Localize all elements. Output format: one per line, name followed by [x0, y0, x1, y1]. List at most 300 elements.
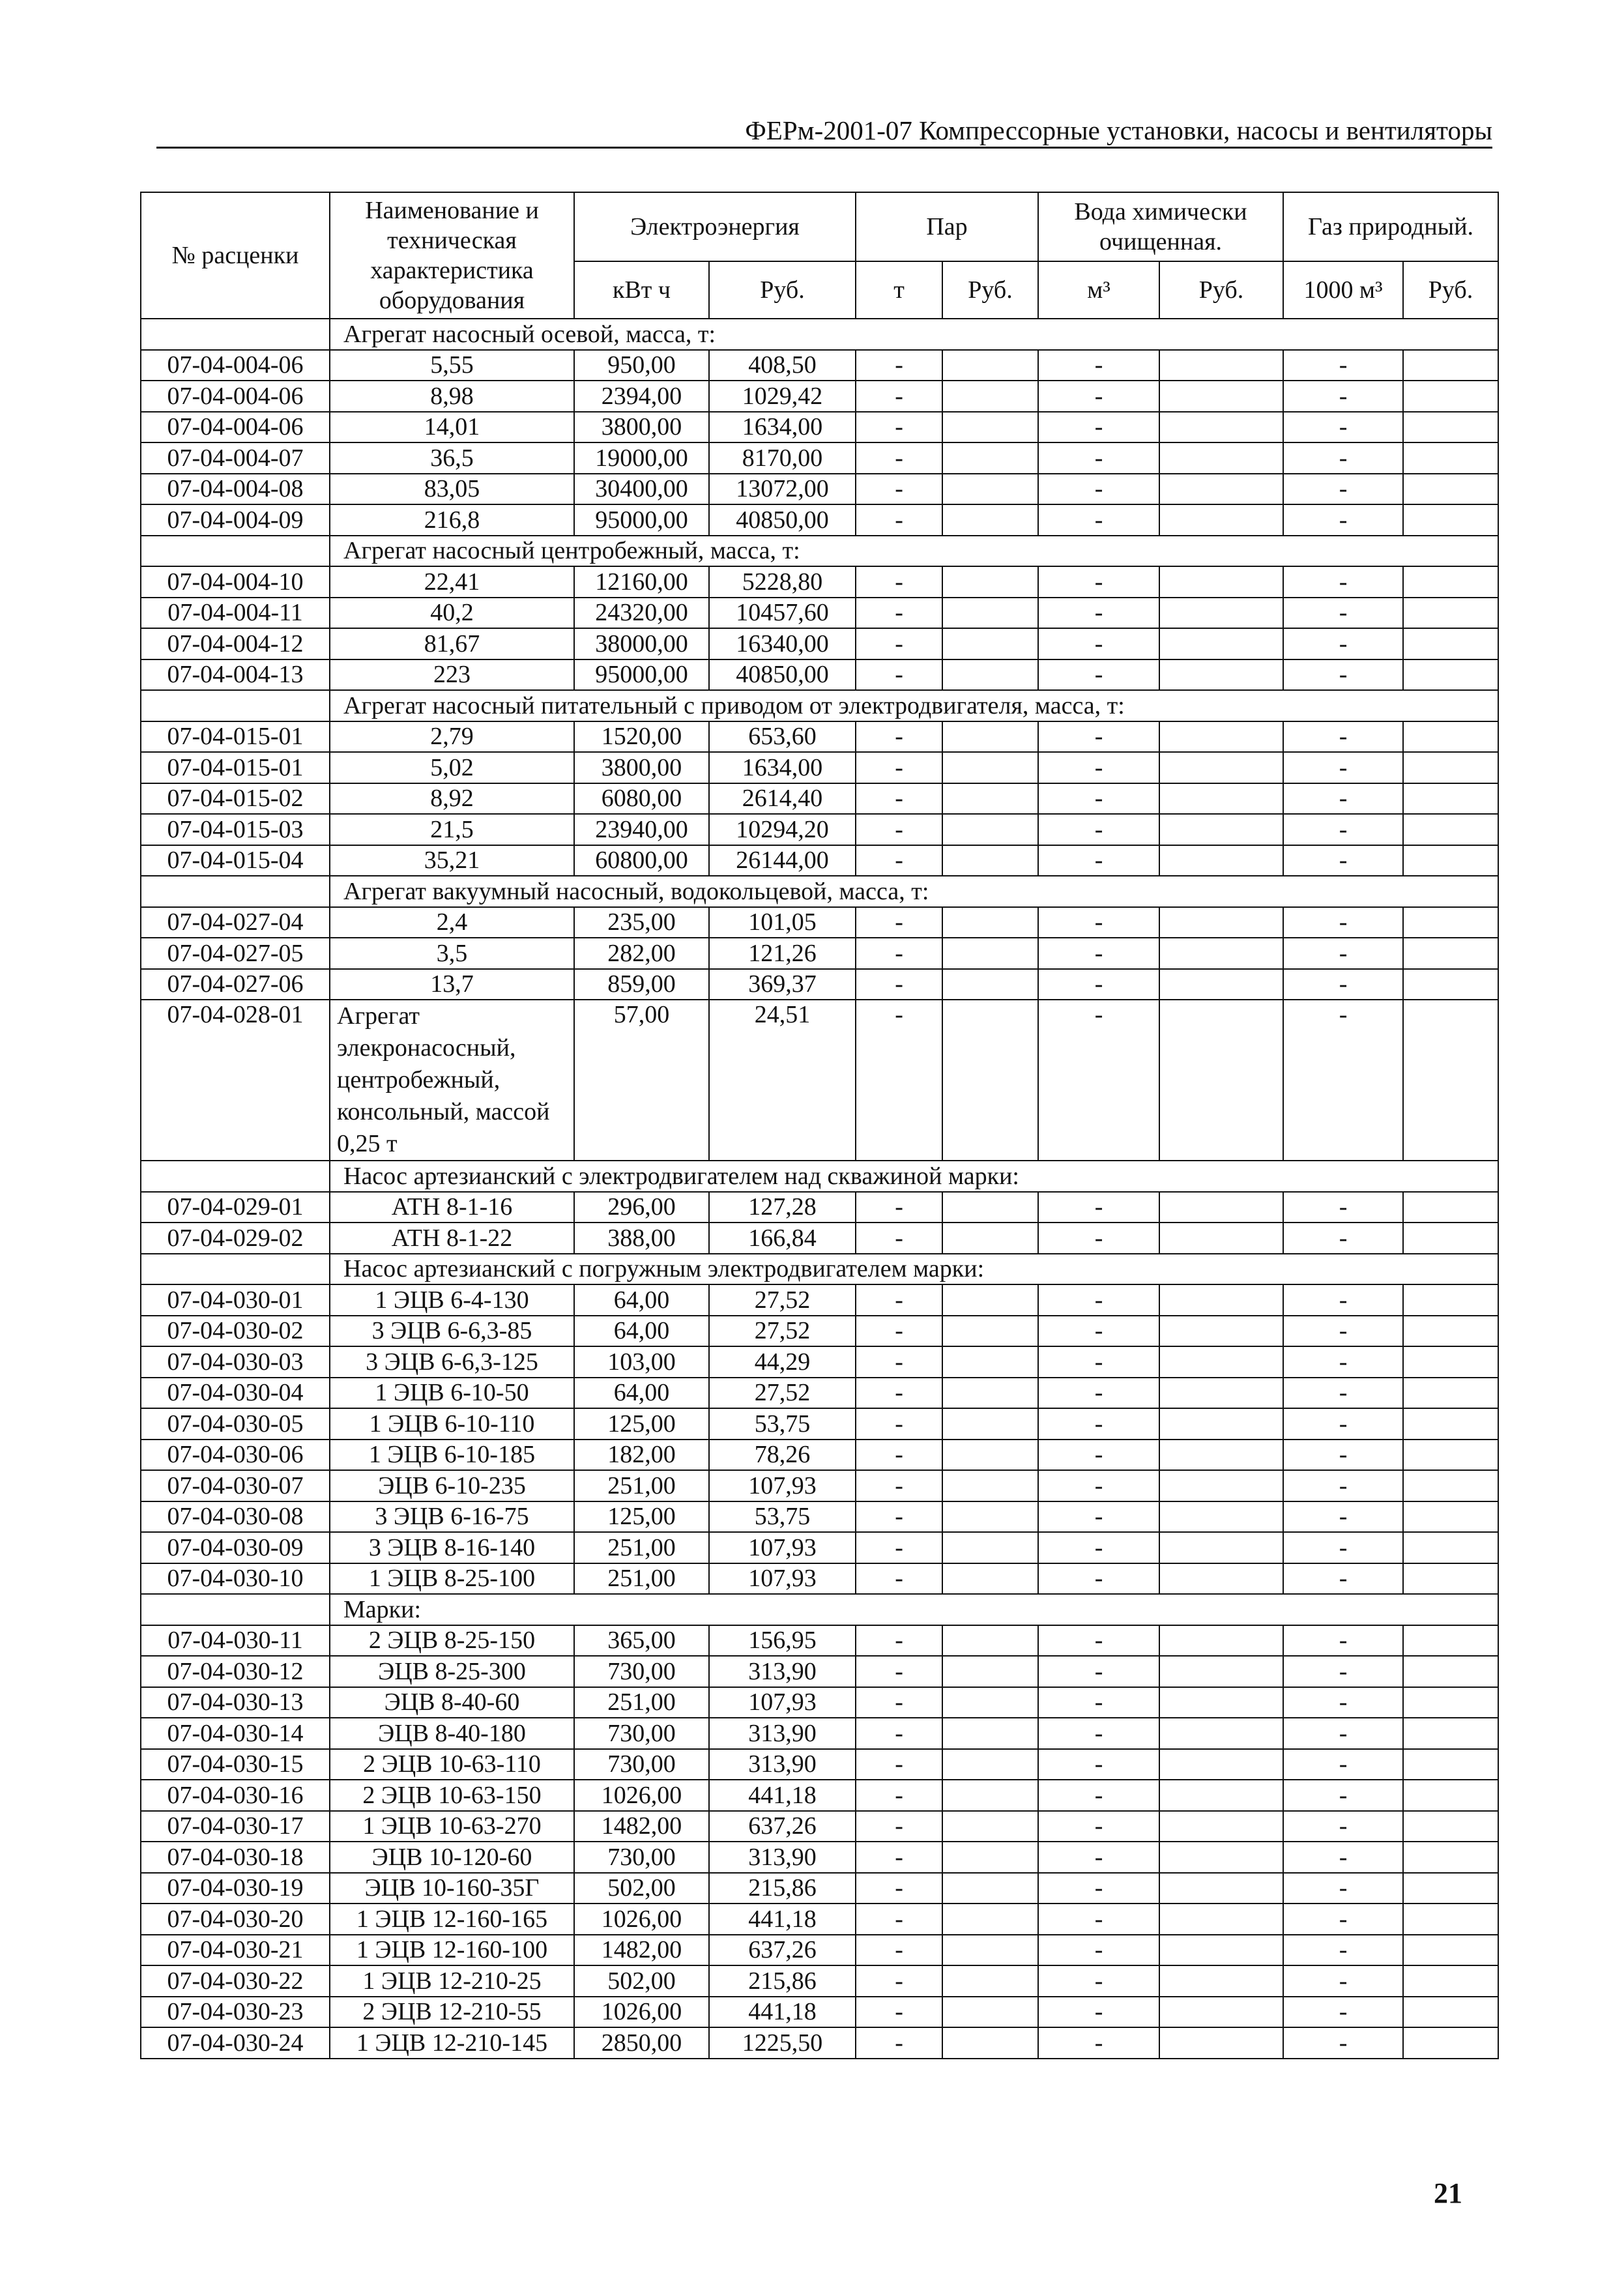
electricity-cost-cell: 215,86 — [709, 1873, 856, 1904]
table-row — [141, 1718, 1498, 1749]
steam-cost-cell — [942, 442, 1038, 474]
code-cell: 07-04-015-01 — [141, 752, 330, 783]
equipment-cell: 2 ЭЦВ 10-63-150 — [330, 1780, 574, 1811]
electricity-cost-cell: 313,90 — [709, 1842, 856, 1873]
electricity-cost-cell: 5228,80 — [709, 566, 856, 598]
kwh-cell: 19000,00 — [574, 442, 709, 474]
water-cost-cell — [1159, 1687, 1283, 1718]
steam-t-cell: - — [856, 381, 942, 412]
gas-volume-cell: - — [1283, 783, 1403, 815]
gas-cost-cell — [1403, 1997, 1498, 2028]
equipment-cell: ЭЦВ 6-10-235 — [330, 1470, 574, 1501]
table-row — [141, 1780, 1498, 1811]
water-cost-cell — [1159, 1625, 1283, 1657]
kwh-cell: 388,00 — [574, 1223, 709, 1254]
electricity-cost-cell: 107,93 — [709, 1563, 856, 1595]
code-cell: 07-04-030-11 — [141, 1625, 330, 1657]
steam-cost-cell — [942, 752, 1038, 783]
water-m3-cell: - — [1038, 474, 1159, 505]
gas-cost-cell — [1403, 752, 1498, 783]
steam-t-cell: - — [856, 1440, 942, 1471]
kwh-cell: 251,00 — [574, 1687, 709, 1718]
electricity-cost-cell: 313,90 — [709, 1718, 856, 1749]
steam-t-cell: - — [856, 504, 942, 536]
water-m3-cell: - — [1038, 1378, 1159, 1409]
steam-t-cell: - — [856, 1935, 942, 1966]
table-row — [141, 783, 1498, 815]
code-cell: 07-04-004-09 — [141, 504, 330, 536]
gas-cost-cell — [1403, 504, 1498, 536]
gas-cost-cell — [1403, 907, 1498, 938]
equipment-cell: 1 ЭЦВ 12-160-165 — [330, 1904, 574, 1935]
water-m3-cell: - — [1038, 1780, 1159, 1811]
code-cell: 07-04-030-22 — [141, 1965, 330, 1997]
water-cost-cell — [1159, 1192, 1283, 1223]
kwh-cell: 64,00 — [574, 1378, 709, 1409]
section-row — [141, 1161, 1498, 1192]
gas-volume-cell: - — [1283, 1965, 1403, 1997]
water-m3-cell: - — [1038, 1904, 1159, 1935]
table-row — [141, 1316, 1498, 1347]
steam-t-cell: - — [856, 721, 942, 753]
equipment-cell: ЭЦВ 10-160-35Г — [330, 1873, 574, 1904]
steam-cost-cell — [942, 1718, 1038, 1749]
gas-cost-cell — [1403, 1378, 1498, 1409]
steam-cost-cell — [942, 412, 1038, 443]
gas-cost-cell — [1403, 1501, 1498, 1533]
code-cell: 07-04-030-03 — [141, 1346, 330, 1378]
water-cost-cell — [1159, 1873, 1283, 1904]
table-row — [141, 1625, 1498, 1657]
steam-cost-cell — [942, 659, 1038, 691]
table-row — [141, 1842, 1498, 1873]
steam-cost-cell — [942, 381, 1038, 412]
code-cell: 07-04-004-08 — [141, 474, 330, 505]
equipment-cell: 83,05 — [330, 474, 574, 505]
gas-cost-cell — [1403, 845, 1498, 876]
table-row — [141, 566, 1498, 598]
water-cost-cell — [1159, 1997, 1283, 2028]
gas-cost-cell — [1403, 2027, 1498, 2059]
code-cell: 07-04-027-06 — [141, 969, 330, 1000]
gas-cost-cell — [1403, 1873, 1498, 1904]
water-m3-cell: - — [1038, 381, 1159, 412]
section-row — [141, 536, 1498, 567]
table-row — [141, 845, 1498, 876]
table-row — [141, 938, 1498, 969]
water-cost-cell — [1159, 1904, 1283, 1935]
code-cell: 07-04-030-05 — [141, 1408, 330, 1440]
steam-cost-cell — [942, 1873, 1038, 1904]
gas-volume-cell: - — [1283, 659, 1403, 691]
steam-cost-cell — [942, 504, 1038, 536]
kwh-cell: 251,00 — [574, 1532, 709, 1563]
steam-cost-cell — [942, 1811, 1038, 1842]
steam-cost-cell — [942, 598, 1038, 629]
table-row — [141, 1378, 1498, 1409]
water-cost-cell — [1159, 1563, 1283, 1595]
gas-volume-cell: - — [1283, 907, 1403, 938]
table-row — [141, 1563, 1498, 1595]
equipment-cell: ЭЦВ 8-40-180 — [330, 1718, 574, 1749]
subheader-rub-electricity: Руб. — [709, 261, 856, 319]
section-title: Агрегат насосный осевой, масса, т: — [330, 319, 1498, 350]
steam-cost-cell — [942, 721, 1038, 753]
steam-t-cell: - — [856, 1687, 942, 1718]
water-m3-cell: - — [1038, 598, 1159, 629]
equipment-cell: 216,8 — [330, 504, 574, 536]
electricity-cost-cell: 369,37 — [709, 969, 856, 1000]
steam-t-cell: - — [856, 1501, 942, 1533]
code-cell: 07-04-030-18 — [141, 1842, 330, 1873]
gas-volume-cell: - — [1283, 752, 1403, 783]
code-cell: 07-04-030-07 — [141, 1470, 330, 1501]
water-m3-cell: - — [1038, 1192, 1159, 1223]
equipment-cell: 5,02 — [330, 752, 574, 783]
water-cost-cell — [1159, 1811, 1283, 1842]
table-row — [141, 350, 1498, 381]
gas-volume-cell: - — [1283, 1532, 1403, 1563]
gas-volume-cell: - — [1283, 1656, 1403, 1687]
electricity-cost-cell: 637,26 — [709, 1811, 856, 1842]
electricity-cost-cell: 40850,00 — [709, 504, 856, 536]
steam-cost-cell — [942, 1284, 1038, 1316]
equipment-cell: 81,67 — [330, 628, 574, 659]
table-row — [141, 1440, 1498, 1471]
subheader-kwh: кВт ч — [574, 261, 709, 319]
code-cell: 07-04-029-01 — [141, 1192, 330, 1223]
water-m3-cell: - — [1038, 1501, 1159, 1533]
gas-volume-cell: - — [1283, 845, 1403, 876]
water-cost-cell — [1159, 381, 1283, 412]
water-cost-cell — [1159, 1470, 1283, 1501]
equipment-cell: 1 ЭЦВ 8-25-100 — [330, 1563, 574, 1595]
water-m3-cell: - — [1038, 1625, 1159, 1657]
table-row — [141, 1470, 1498, 1501]
steam-t-cell: - — [856, 938, 942, 969]
water-cost-cell — [1159, 1965, 1283, 1997]
gas-cost-cell — [1403, 783, 1498, 815]
equipment-cell: 36,5 — [330, 442, 574, 474]
gas-cost-cell — [1403, 1346, 1498, 1378]
gas-cost-cell — [1403, 1284, 1498, 1316]
water-m3-cell: - — [1038, 907, 1159, 938]
code-cell: 07-04-030-14 — [141, 1718, 330, 1749]
gas-cost-cell — [1403, 628, 1498, 659]
electricity-cost-cell: 215,86 — [709, 1965, 856, 1997]
equipment-cell: 35,21 — [330, 845, 574, 876]
kwh-cell: 24320,00 — [574, 598, 709, 629]
table-row — [141, 1192, 1498, 1223]
section-code-cell — [141, 319, 330, 350]
water-m3-cell: - — [1038, 814, 1159, 845]
code-cell: 07-04-030-02 — [141, 1316, 330, 1347]
code-cell: 07-04-015-03 — [141, 814, 330, 845]
steam-t-cell: - — [856, 1656, 942, 1687]
water-m3-cell: - — [1038, 1687, 1159, 1718]
gas-volume-cell: - — [1283, 1223, 1403, 1254]
water-m3-cell: - — [1038, 1532, 1159, 1563]
electricity-cost-cell: 121,26 — [709, 938, 856, 969]
gas-volume-cell: - — [1283, 1935, 1403, 1966]
steam-cost-cell — [942, 1780, 1038, 1811]
equipment-cell: 1 ЭЦВ 12-210-25 — [330, 1965, 574, 1997]
steam-t-cell: - — [856, 814, 942, 845]
steam-cost-cell — [942, 1532, 1038, 1563]
water-m3-cell: - — [1038, 504, 1159, 536]
kwh-cell: 235,00 — [574, 907, 709, 938]
kwh-cell: 1482,00 — [574, 1935, 709, 1966]
kwh-cell: 859,00 — [574, 969, 709, 1000]
gas-volume-cell: - — [1283, 721, 1403, 753]
gas-cost-cell — [1403, 1749, 1498, 1780]
gas-volume-cell: - — [1283, 1811, 1403, 1842]
steam-cost-cell — [942, 1904, 1038, 1935]
table-row — [141, 1873, 1498, 1904]
code-cell: 07-04-004-06 — [141, 412, 330, 443]
gas-cost-cell — [1403, 1440, 1498, 1471]
table-row — [141, 1811, 1498, 1842]
equipment-cell: 22,41 — [330, 566, 574, 598]
header-steam: Пар — [856, 192, 1038, 261]
steam-cost-cell — [942, 1501, 1038, 1533]
code-cell: 07-04-030-01 — [141, 1284, 330, 1316]
code-cell: 07-04-030-20 — [141, 1904, 330, 1935]
gas-volume-cell: - — [1283, 1749, 1403, 1780]
gas-cost-cell — [1403, 598, 1498, 629]
table-row — [141, 752, 1498, 783]
table-row — [141, 1223, 1498, 1254]
kwh-cell: 730,00 — [574, 1749, 709, 1780]
steam-t-cell: - — [856, 1780, 942, 1811]
steam-t-cell: - — [856, 628, 942, 659]
steam-cost-cell — [942, 1000, 1038, 1161]
electricity-cost-cell: 1634,00 — [709, 412, 856, 443]
water-m3-cell: - — [1038, 628, 1159, 659]
water-m3-cell: - — [1038, 350, 1159, 381]
electricity-cost-cell: 637,26 — [709, 1935, 856, 1966]
steam-t-cell: - — [856, 350, 942, 381]
gas-volume-cell: - — [1283, 381, 1403, 412]
code-cell: 07-04-015-04 — [141, 845, 330, 876]
steam-cost-cell — [942, 1316, 1038, 1347]
steam-cost-cell — [942, 845, 1038, 876]
kwh-cell: 103,00 — [574, 1346, 709, 1378]
gas-cost-cell — [1403, 566, 1498, 598]
equipment-cell: 1 ЭЦВ 6-4-130 — [330, 1284, 574, 1316]
water-cost-cell — [1159, 783, 1283, 815]
steam-t-cell: - — [856, 969, 942, 1000]
electricity-cost-cell: 107,93 — [709, 1470, 856, 1501]
electricity-cost-cell: 107,93 — [709, 1532, 856, 1563]
table-row — [141, 474, 1498, 505]
steam-t-cell: - — [856, 1904, 942, 1935]
electricity-cost-cell: 1029,42 — [709, 381, 856, 412]
water-m3-cell: - — [1038, 721, 1159, 753]
steam-t-cell: - — [856, 412, 942, 443]
code-cell: 07-04-004-06 — [141, 350, 330, 381]
table-row — [141, 1284, 1498, 1316]
header-rule — [156, 147, 1492, 149]
steam-cost-cell — [942, 1378, 1038, 1409]
gas-cost-cell — [1403, 1904, 1498, 1935]
kwh-cell: 1026,00 — [574, 1780, 709, 1811]
steam-cost-cell — [942, 1842, 1038, 1873]
header-electricity: Электроэнергия — [574, 192, 856, 261]
gas-volume-cell: - — [1283, 442, 1403, 474]
water-m3-cell: - — [1038, 1470, 1159, 1501]
code-cell: 07-04-004-10 — [141, 566, 330, 598]
equipment-cell: 13,7 — [330, 969, 574, 1000]
gas-cost-cell — [1403, 721, 1498, 753]
steam-t-cell: - — [856, 1000, 942, 1161]
gas-cost-cell — [1403, 1625, 1498, 1657]
steam-t-cell: - — [856, 1563, 942, 1595]
equipment-cell: Агрегат элекронасосный, центробежный, консольный, массой 0,25 т — [330, 1000, 574, 1161]
equipment-cell: 2 ЭЦВ 12-210-55 — [330, 1997, 574, 2028]
kwh-cell: 365,00 — [574, 1625, 709, 1657]
section-row — [141, 690, 1498, 721]
section-title: Агрегат насосный питательный с приводом от электродвигателя, масса, т: — [330, 690, 1498, 721]
steam-cost-cell — [942, 1563, 1038, 1595]
water-cost-cell — [1159, 442, 1283, 474]
gas-volume-cell: - — [1283, 814, 1403, 845]
electricity-cost-cell: 441,18 — [709, 1780, 856, 1811]
code-cell: 07-04-004-13 — [141, 659, 330, 691]
gas-volume-cell: - — [1283, 1563, 1403, 1595]
kwh-cell: 30400,00 — [574, 474, 709, 505]
equipment-cell: 2 ЭЦВ 10-63-110 — [330, 1749, 574, 1780]
water-cost-cell — [1159, 907, 1283, 938]
electricity-cost-cell: 127,28 — [709, 1192, 856, 1223]
code-cell: 07-04-030-24 — [141, 2027, 330, 2059]
steam-t-cell: - — [856, 1532, 942, 1563]
header-name: Наименование и техническая характеристика оборудования — [330, 192, 574, 319]
gas-cost-cell — [1403, 1718, 1498, 1749]
water-m3-cell: - — [1038, 1718, 1159, 1749]
table-row — [141, 1346, 1498, 1378]
water-m3-cell: - — [1038, 752, 1159, 783]
water-cost-cell — [1159, 1000, 1283, 1161]
kwh-cell: 2394,00 — [574, 381, 709, 412]
steam-t-cell: - — [856, 783, 942, 815]
kwh-cell: 251,00 — [574, 1470, 709, 1501]
code-cell: 07-04-030-13 — [141, 1687, 330, 1718]
water-cost-cell — [1159, 504, 1283, 536]
equipment-cell: АТН 8-1-22 — [330, 1223, 574, 1254]
equipment-cell: 5,55 — [330, 350, 574, 381]
header-code: № расценки — [141, 192, 330, 319]
water-m3-cell: - — [1038, 1935, 1159, 1966]
kwh-cell: 502,00 — [574, 1873, 709, 1904]
equipment-cell: 2,4 — [330, 907, 574, 938]
water-m3-cell: - — [1038, 2027, 1159, 2059]
steam-cost-cell — [942, 907, 1038, 938]
page-header: ФЕРм-2001-07 Компрессорные установки, насосы и вентиляторы — [745, 115, 1492, 145]
kwh-cell: 64,00 — [574, 1316, 709, 1347]
gas-cost-cell — [1403, 814, 1498, 845]
steam-cost-cell — [942, 1408, 1038, 1440]
gas-volume-cell: - — [1283, 504, 1403, 536]
water-cost-cell — [1159, 721, 1283, 753]
electricity-cost-cell: 44,29 — [709, 1346, 856, 1378]
water-m3-cell: - — [1038, 1811, 1159, 1842]
electricity-cost-cell: 13072,00 — [709, 474, 856, 505]
code-cell: 07-04-030-08 — [141, 1501, 330, 1533]
electricity-cost-cell: 156,95 — [709, 1625, 856, 1657]
water-cost-cell — [1159, 598, 1283, 629]
water-m3-cell: - — [1038, 412, 1159, 443]
gas-cost-cell — [1403, 442, 1498, 474]
water-m3-cell: - — [1038, 969, 1159, 1000]
steam-t-cell: - — [856, 659, 942, 691]
water-cost-cell — [1159, 1501, 1283, 1533]
gas-volume-cell: - — [1283, 1780, 1403, 1811]
electricity-cost-cell: 24,51 — [709, 1000, 856, 1161]
kwh-cell: 730,00 — [574, 1656, 709, 1687]
electricity-cost-cell: 653,60 — [709, 721, 856, 753]
kwh-cell: 125,00 — [574, 1501, 709, 1533]
steam-t-cell: - — [856, 1873, 942, 1904]
water-cost-cell — [1159, 1346, 1283, 1378]
code-cell: 07-04-029-02 — [141, 1223, 330, 1254]
electricity-cost-cell: 78,26 — [709, 1440, 856, 1471]
steam-cost-cell — [942, 1935, 1038, 1966]
equipment-cell: 1 ЭЦВ 10-63-270 — [330, 1811, 574, 1842]
steam-cost-cell — [942, 350, 1038, 381]
gas-volume-cell: - — [1283, 938, 1403, 969]
water-m3-cell: - — [1038, 1563, 1159, 1595]
code-cell: 07-04-030-04 — [141, 1378, 330, 1409]
gas-volume-cell: - — [1283, 1904, 1403, 1935]
equipment-cell: 3,5 — [330, 938, 574, 969]
water-m3-cell: - — [1038, 938, 1159, 969]
steam-t-cell: - — [856, 1718, 942, 1749]
code-cell: 07-04-030-06 — [141, 1440, 330, 1471]
section-row — [141, 876, 1498, 907]
section-title: Агрегат вакуумный насосный, водокольцевой, масса, т: — [330, 876, 1498, 907]
water-cost-cell — [1159, 1935, 1283, 1966]
steam-t-cell: - — [856, 1470, 942, 1501]
electricity-cost-cell: 27,52 — [709, 1316, 856, 1347]
table-row — [141, 504, 1498, 536]
kwh-cell: 282,00 — [574, 938, 709, 969]
water-cost-cell — [1159, 938, 1283, 969]
steam-cost-cell — [942, 1749, 1038, 1780]
electricity-cost-cell: 40850,00 — [709, 659, 856, 691]
steam-cost-cell — [942, 1192, 1038, 1223]
water-m3-cell: - — [1038, 1873, 1159, 1904]
code-cell: 07-04-030-10 — [141, 1563, 330, 1595]
kwh-cell: 60800,00 — [574, 845, 709, 876]
water-m3-cell: - — [1038, 1316, 1159, 1347]
gas-volume-cell: - — [1283, 969, 1403, 1000]
gas-volume-cell: - — [1283, 1408, 1403, 1440]
table-row — [141, 598, 1498, 629]
table-row — [141, 907, 1498, 938]
water-m3-cell: - — [1038, 659, 1159, 691]
code-cell: 07-04-030-21 — [141, 1935, 330, 1966]
gas-cost-cell — [1403, 1687, 1498, 1718]
gas-cost-cell — [1403, 1811, 1498, 1842]
electricity-cost-cell: 16340,00 — [709, 628, 856, 659]
gas-volume-cell: - — [1283, 474, 1403, 505]
gas-volume-cell: - — [1283, 1378, 1403, 1409]
table-row — [141, 2027, 1498, 2059]
kwh-cell: 1026,00 — [574, 1997, 709, 2028]
electricity-cost-cell: 2614,40 — [709, 783, 856, 815]
electricity-cost-cell: 27,52 — [709, 1284, 856, 1316]
